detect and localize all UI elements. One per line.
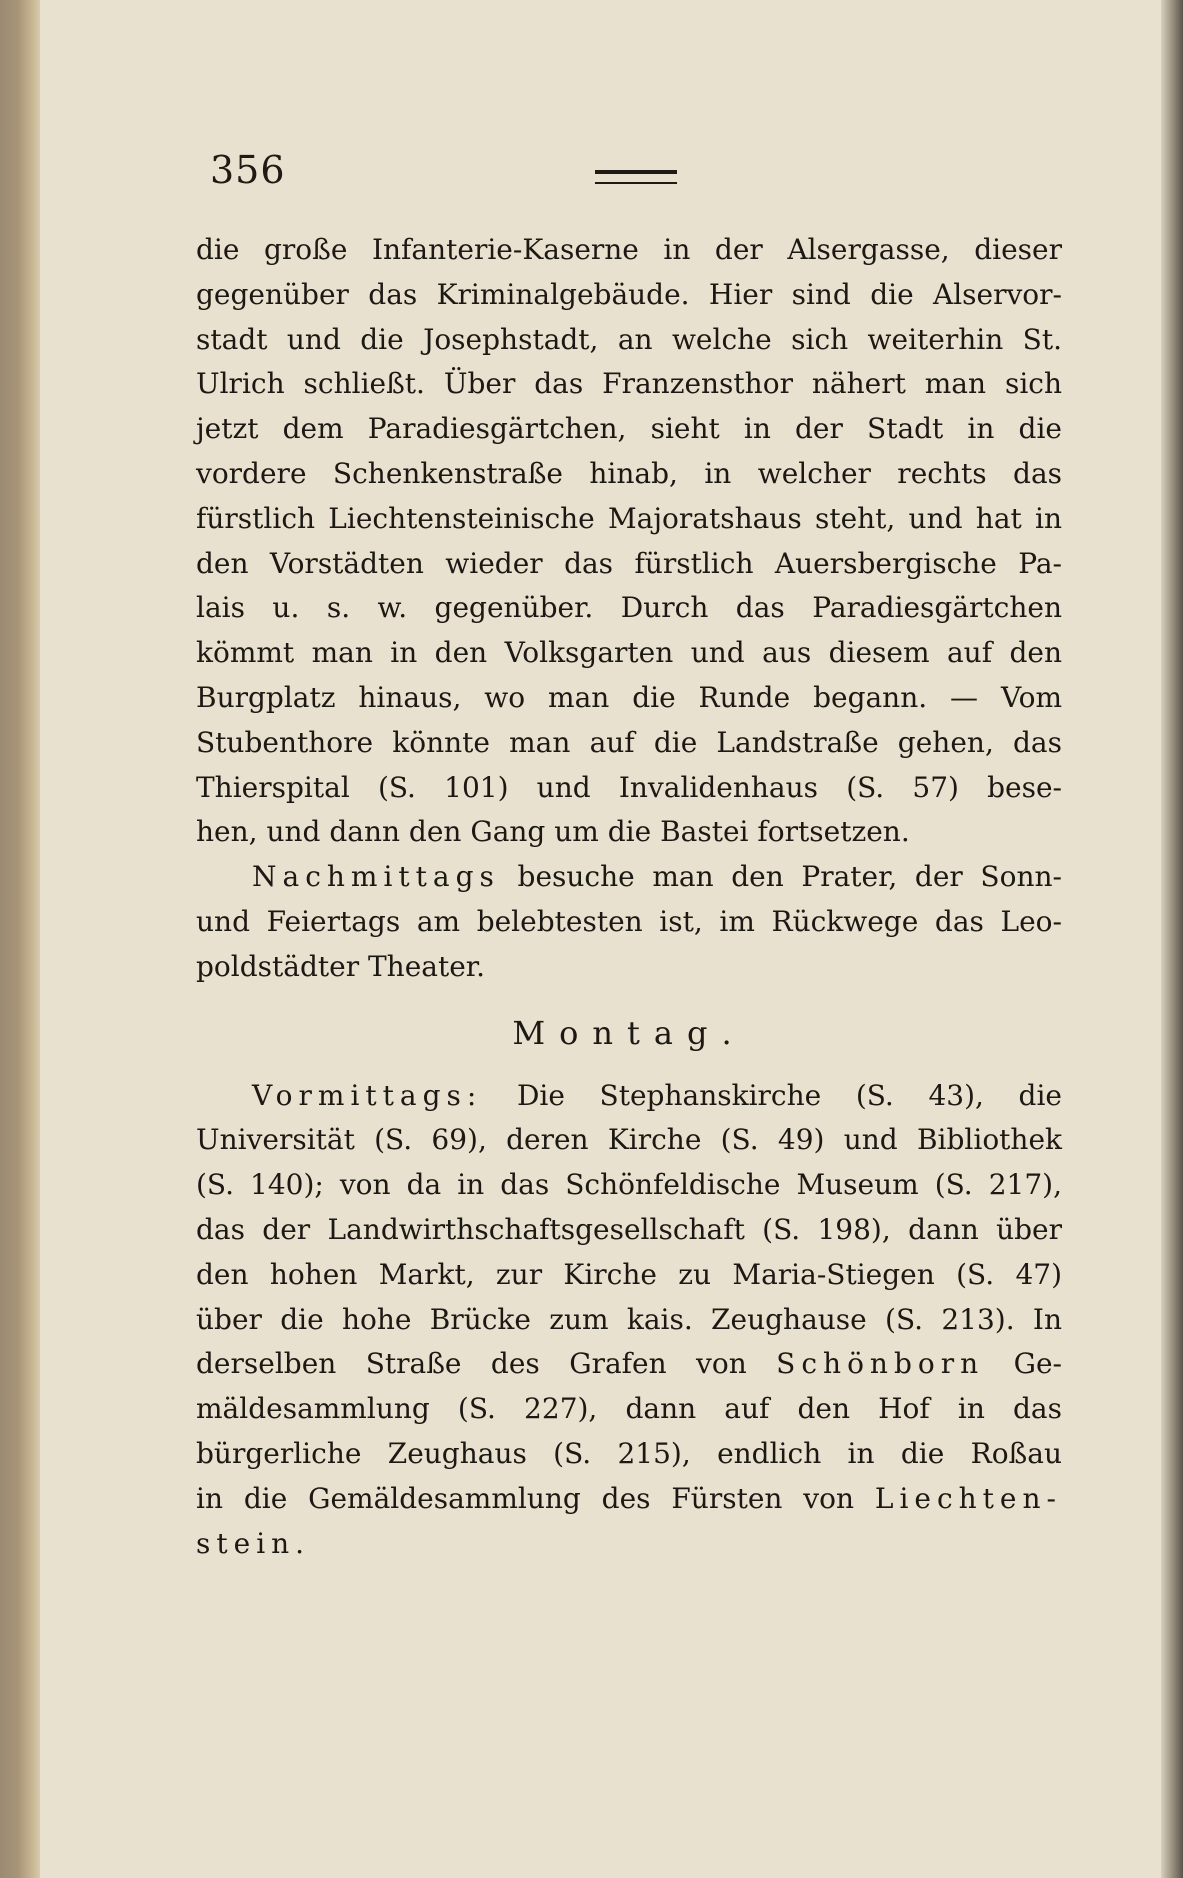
text-line: Ulrich schließt. Über das Franzensthor nähert man sich — [196, 367, 1062, 401]
text-line: den Vorstädten wieder das fürstlich Auersbergische Pa- — [196, 546, 1062, 580]
text-line: Universität (S. 69), deren Kirche (S. 49) und Bibliothek — [196, 1123, 1062, 1157]
text-line: über die hohe Brücke zum kais. Zeughause (S. 213). In — [196, 1302, 1062, 1336]
spaced-name: Schönborn — [776, 1347, 985, 1381]
text-fragment: besuche man den Prater, der Sonn- — [499, 860, 1062, 894]
section-heading: Montag. — [512, 1013, 746, 1052]
text-line: hen, und dann den Gang um die Bastei fortsetzen. — [196, 815, 910, 849]
spaced-lead-word: Vormittags: — [252, 1078, 483, 1112]
text-fragment: Die Stephanskirche (S. 43), die — [482, 1078, 1062, 1112]
text-line: lais u. s. w. gegenüber. Durch das Paradiesgärtchen — [196, 591, 1062, 625]
text-line: (S. 140); von da in das Schönfeldische Museum (S. 217), — [196, 1168, 1062, 1202]
text-line: Stubenthore könnte man auf die Landstraße gehen, das — [196, 725, 1062, 759]
text-fragment: derselben Straße des Grafen von — [196, 1347, 777, 1381]
text-line: stein. — [196, 1526, 311, 1560]
page-number: 356 — [210, 148, 286, 192]
text-line — [196, 1477, 1062, 1522]
text-line: kömmt man in den Volksgarten und aus diesem auf den — [196, 636, 1062, 670]
header-double-rule — [595, 170, 677, 184]
text-line: vordere Schenkenstraße hinab, in welcher rechts das — [196, 456, 1062, 490]
text-line: die große Infanterie-Kaserne in der Alsergasse, dieser — [196, 233, 1062, 266]
text-line: stadt und die Josephstadt, an welche sich weiterhin St. — [196, 322, 1062, 356]
text-fragment: in die Gemäldesammlung des Fürsten von — [196, 1481, 875, 1515]
text-line: gegenüber das Kriminalgebäude. Hier sind die Alservor- — [196, 277, 1062, 311]
page-header — [210, 148, 1070, 192]
text-line — [196, 855, 1062, 900]
spaced-name: Liechten- — [874, 1481, 1062, 1515]
text-line: fürstlich Liechtensteinische Majoratshaus steht, und hat in — [196, 501, 1062, 535]
text-line: Thierspital (S. 101) und Invalidenhaus (S. 57) bese- — [196, 770, 1062, 804]
text-line: das der Landwirthschaftsgesellschaft (S. 198), dann über — [196, 1212, 1062, 1246]
book-gutter-edge — [0, 0, 44, 1878]
text-line: bürgerliche Zeughaus (S. 215), endlich in die Roßau — [196, 1436, 1062, 1470]
text-line: den hohen Markt, zur Kirche zu Maria-Stiegen (S. 47) — [196, 1257, 1062, 1291]
text-fragment: Ge- — [984, 1347, 1062, 1381]
text-line: jetzt dem Paradiesgärtchen, sieht in der Stadt in die — [196, 412, 1062, 446]
page-body — [196, 228, 1062, 1566]
book-right-edge-shadow — [1161, 0, 1183, 1878]
text-line: mäldesammlung (S. 227), dann auf den Hof in das — [196, 1392, 1062, 1426]
text-line — [196, 1342, 1062, 1387]
text-line: poldstädter Theater. — [196, 949, 486, 983]
spaced-lead-word: Nachmittags — [252, 860, 500, 894]
text-line: Burgplatz hinaus, wo man die Runde begann. — Vom — [196, 680, 1062, 714]
text-line: und Feiertags am belebtesten ist, im Rückwege das Leo- — [196, 904, 1062, 938]
text-line — [196, 1074, 1062, 1119]
